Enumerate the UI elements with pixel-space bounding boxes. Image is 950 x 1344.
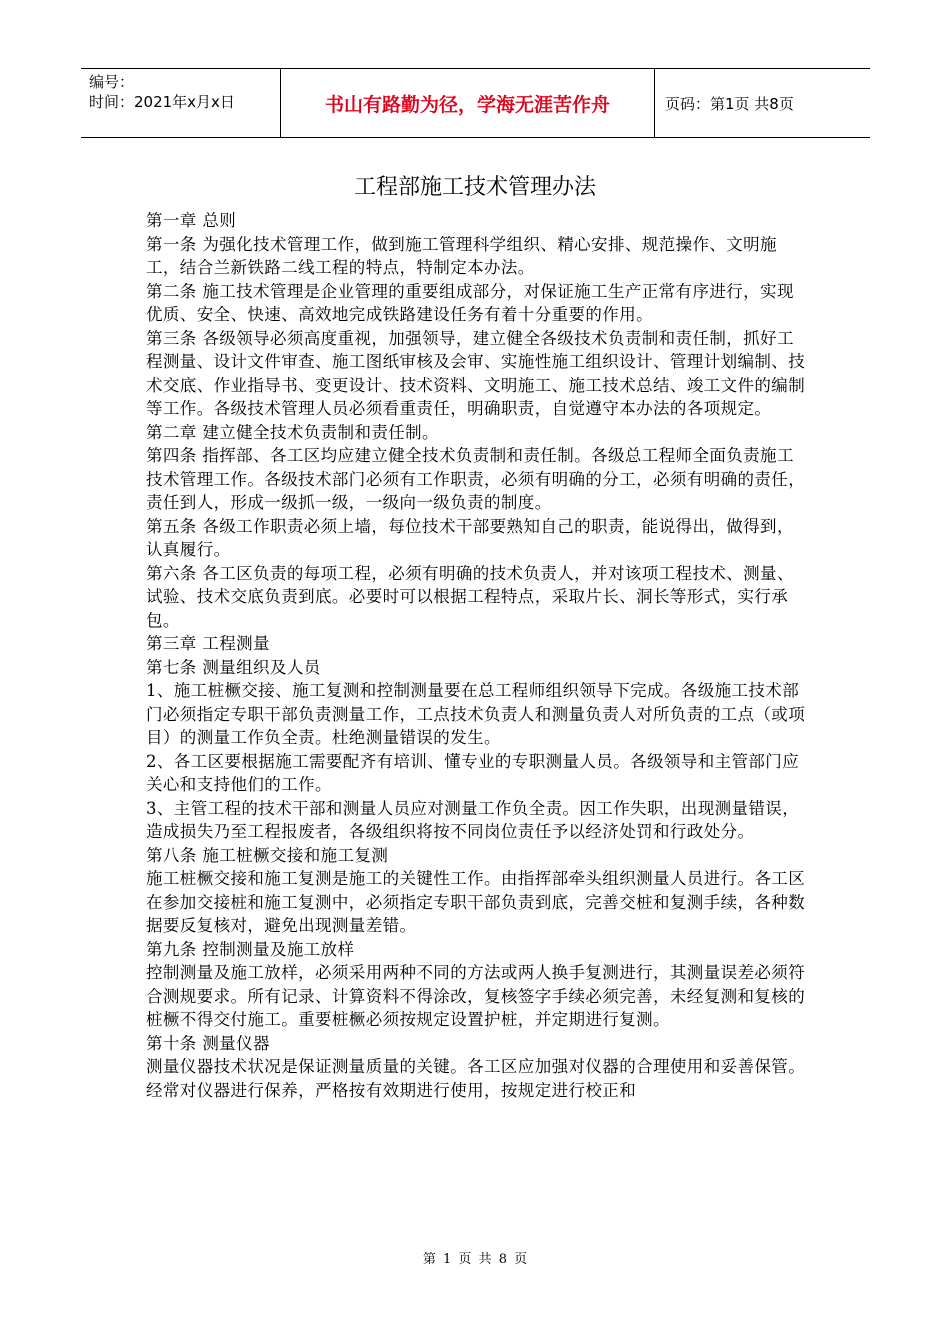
paragraph: 第四条 指挥部、各工区均应建立健全技术负责制和责任制。各级总工程师全面负责施工技术管理工作。各级技术部门必须有工作职责，必须有明确的分工，必须有明确的责任，责任到人，形成一级抓一级，一级向一级负责的制度。 (146, 446, 806, 512)
time-label: 时间：2021年x月x日 (89, 93, 235, 111)
paragraph: 第七条 测量组织及人员 (146, 657, 321, 677)
paragraph: 第八条 施工桩橛交接和施工复测 (146, 845, 389, 865)
document-title: 工程部施工技术管理办法 (353, 175, 596, 200)
paragraph: 第三条 各级领导必须高度重视，加强领导，建立健全各级技术负责制和责任制，抓好工程测量、设计文件审查、施工图纸审核及会审、实施性施工组织设计、管理计划编制、技术交底、作业指导书、变更设计、技术资料、文明施工、施工技术总结、竣工文件的编制等工作。各级技术管理人员必须看重责任，明确职责，自觉遵守本办法的各项规定。 (146, 328, 806, 418)
paragraph: 控制测量及施工放样，必须采用两种不同的方法或两人换手复测进行，其测量误差必须符合测规要求。所有记录、计算资料不得涂改，复核签字手续必须完善，未经复测和复核的桩橛不得交付施工。重要桩橛必须按规定设置护桩，并定期进行复测。 (146, 963, 806, 1029)
page-footer: 第 1 页 共 8 页 (422, 1252, 528, 1267)
paragraph: 2、各工区要根据施工需要配齐有培训、懂专业的专职测量人员。各级领导和主管部门应关心和支持他们的工作。 (146, 751, 800, 794)
paragraph: 第二条 施工技术管理是企业管理的重要组成部分，对保证施工生产正常有序进行，实现优质、安全、快速、高效地完成铁路建设任务有着十分重要的作用。 (146, 281, 794, 324)
paragraph: 第三章 工程测量 (146, 634, 270, 653)
paragraph: 第二章 建立健全技术负责制和责任制。 (146, 422, 439, 442)
paragraph: 3、主管工程的技术干部和测量人员应对测量工作负全责。因工作失职，出现测量错误，造成损失乃至工程报废者，各级组织将按不同岗位责任予以经济处罚和行政处分。 (146, 798, 800, 841)
paragraph: 第十条 测量仪器 (146, 1033, 270, 1053)
document-header (81, 68, 870, 138)
number-label: 编号： (89, 73, 135, 91)
header-meta (81, 69, 281, 137)
paragraph: 第一条 为强化技术管理工作，做到施工管理科学组织、精心安排、规范操作、文明施工，结合兰新铁路二线工程的特点，特制定本办法。 (146, 234, 777, 277)
paragraph: 施工桩橛交接和施工复测是施工的关键性工作。由指挥部牵头组织测量人员进行。各工区在参加交接桩和施工复测中，必须指定专职干部负责到底，完善交桩和复测手续，各种数据要反复核对，避免出现测量差错。 (146, 869, 806, 935)
paragraph: 第五条 各级工作职责必须上墙，每位技术干部要熟知自己的职责，能说得出，做得到，认真履行。 (146, 516, 794, 559)
document-body (146, 209, 806, 1102)
paragraph: 第九条 控制测量及施工放样 (146, 939, 355, 959)
header-page-info: 页码：第1页 共8页 (665, 94, 794, 113)
paragraph: 第六条 各工区负责的每项工程，必须有明确的技术负责人，并对该项工程技术、测量、试验、技术交底负责到底。必要时可以根据工程特点，采取片长、洞长等形式，实行承包。 (146, 563, 794, 630)
paragraph: 第一章 总则 (146, 211, 237, 230)
paragraph: 测量仪器技术状况是保证测量质量的关键。各工区应加强对仪器的合理使用和妥善保管。经常对仪器进行保养，严格按有效期进行使用，按规定进行校正和 (146, 1057, 806, 1100)
paragraph: 1、施工桩橛交接、施工复测和控制测量要在总工程师组织领导下完成。各级施工技术部门必须指定专职干部负责测量工作，工点技术负责人和测量负责人对所负责的工点（或项目）的测量工作负全责。杜绝测量错误的发生。 (146, 681, 806, 747)
header-slogan: 书山有路勤为径，学海无涯苦作舟 (281, 69, 655, 137)
